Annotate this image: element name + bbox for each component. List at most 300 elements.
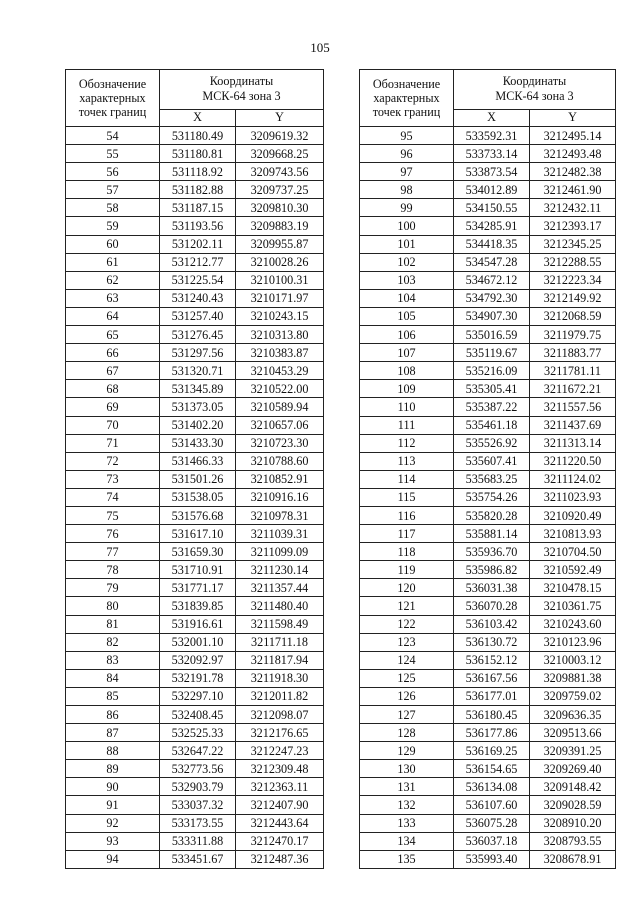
table-row xyxy=(66,579,324,597)
y-coordinate-cell: 3211598.49 xyxy=(236,615,324,633)
x-coordinate-cell: 533037.32 xyxy=(160,796,236,814)
y-coordinate-cell: 3209883.19 xyxy=(236,217,324,235)
point-number-cell: 74 xyxy=(66,488,160,506)
point-number-cell: 111 xyxy=(360,416,454,434)
y-coordinate-cell: 3212393.17 xyxy=(530,217,616,235)
table-row xyxy=(360,832,616,850)
x-coordinate-cell: 534150.55 xyxy=(454,199,530,217)
point-number-cell: 83 xyxy=(66,651,160,669)
point-number-cell: 89 xyxy=(66,760,160,778)
y-coordinate-cell: 3211817.94 xyxy=(236,651,324,669)
table-row xyxy=(66,470,324,488)
point-number-cell: 127 xyxy=(360,706,454,724)
table-row xyxy=(360,742,616,760)
header-coordinates: Координаты МСК-64 зона 3 xyxy=(160,70,324,110)
point-number-cell: 123 xyxy=(360,633,454,651)
page-number: 105 xyxy=(310,40,330,55)
x-coordinate-cell: 531187.15 xyxy=(160,199,236,217)
x-coordinate-cell: 536180.45 xyxy=(454,706,530,724)
y-coordinate-cell: 3209513.66 xyxy=(530,724,616,742)
x-coordinate-cell: 532092.97 xyxy=(160,651,236,669)
x-coordinate-cell: 535881.14 xyxy=(454,525,530,543)
x-coordinate-cell: 535986.82 xyxy=(454,561,530,579)
table-row xyxy=(360,561,616,579)
point-number-cell: 62 xyxy=(66,271,160,289)
y-coordinate-cell: 3210453.29 xyxy=(236,362,324,380)
y-coordinate-cell: 3210361.75 xyxy=(530,597,616,615)
table-row xyxy=(66,307,324,325)
x-coordinate-cell: 536103.42 xyxy=(454,615,530,633)
table-row xyxy=(66,199,324,217)
point-number-cell: 115 xyxy=(360,488,454,506)
header-x: X xyxy=(454,109,530,126)
x-coordinate-cell: 531276.45 xyxy=(160,326,236,344)
x-coordinate-cell: 534792.30 xyxy=(454,289,530,307)
x-coordinate-cell: 531118.92 xyxy=(160,163,236,181)
point-number-cell: 71 xyxy=(66,434,160,452)
table-row xyxy=(66,163,324,181)
x-coordinate-cell: 533451.67 xyxy=(160,850,236,868)
y-coordinate-cell: 3212309.48 xyxy=(236,760,324,778)
table-row xyxy=(66,669,324,687)
point-number-cell: 68 xyxy=(66,380,160,398)
header-point-designation: Обозначение характерных точек границ xyxy=(66,70,160,127)
point-number-cell: 96 xyxy=(360,145,454,163)
point-number-cell: 124 xyxy=(360,651,454,669)
table-row xyxy=(66,398,324,416)
point-number-cell: 100 xyxy=(360,217,454,235)
x-coordinate-cell: 533173.55 xyxy=(160,814,236,832)
point-number-cell: 65 xyxy=(66,326,160,344)
point-number-cell: 95 xyxy=(360,127,454,145)
table-row xyxy=(360,488,616,506)
x-coordinate-cell: 531771.17 xyxy=(160,579,236,597)
x-coordinate-cell: 534672.12 xyxy=(454,271,530,289)
y-coordinate-cell: 3212223.34 xyxy=(530,271,616,289)
y-coordinate-cell: 3210589.94 xyxy=(236,398,324,416)
point-number-cell: 99 xyxy=(360,199,454,217)
point-number-cell: 109 xyxy=(360,380,454,398)
x-coordinate-cell: 531297.56 xyxy=(160,344,236,362)
y-coordinate-cell: 3210978.31 xyxy=(236,506,324,524)
table-row xyxy=(66,416,324,434)
table-row xyxy=(66,850,324,868)
point-number-cell: 61 xyxy=(66,253,160,271)
x-coordinate-cell: 532647.22 xyxy=(160,742,236,760)
table-row xyxy=(360,814,616,832)
point-number-cell: 133 xyxy=(360,814,454,832)
x-coordinate-cell: 534012.89 xyxy=(454,181,530,199)
table-row xyxy=(66,760,324,778)
x-coordinate-cell: 534285.91 xyxy=(454,217,530,235)
x-coordinate-cell: 536177.86 xyxy=(454,724,530,742)
point-number-cell: 79 xyxy=(66,579,160,597)
table-row xyxy=(360,434,616,452)
y-coordinate-cell: 3210522.00 xyxy=(236,380,324,398)
x-coordinate-cell: 535387.22 xyxy=(454,398,530,416)
table-row xyxy=(360,452,616,470)
y-coordinate-cell: 3209743.56 xyxy=(236,163,324,181)
y-coordinate-cell: 3211357.44 xyxy=(236,579,324,597)
table-row xyxy=(360,271,616,289)
table-row xyxy=(66,253,324,271)
y-coordinate-cell: 3209955.87 xyxy=(236,235,324,253)
table-row xyxy=(66,687,324,705)
table-row xyxy=(66,796,324,814)
x-coordinate-cell: 531617.10 xyxy=(160,525,236,543)
y-coordinate-cell: 3211230.14 xyxy=(236,561,324,579)
table-row xyxy=(66,145,324,163)
table-row xyxy=(66,344,324,362)
table-row xyxy=(360,145,616,163)
coordinates-table-right xyxy=(359,69,616,869)
y-coordinate-cell: 3210100.31 xyxy=(236,271,324,289)
x-coordinate-cell: 535936.70 xyxy=(454,543,530,561)
x-coordinate-cell: 536152.12 xyxy=(454,651,530,669)
table-row xyxy=(360,470,616,488)
x-coordinate-cell: 531320.71 xyxy=(160,362,236,380)
x-coordinate-cell: 531916.61 xyxy=(160,615,236,633)
table-row xyxy=(360,307,616,325)
y-coordinate-cell: 3212495.14 xyxy=(530,127,616,145)
point-number-cell: 75 xyxy=(66,506,160,524)
y-coordinate-cell: 3210243.60 xyxy=(530,615,616,633)
x-coordinate-cell: 535754.26 xyxy=(454,488,530,506)
point-number-cell: 121 xyxy=(360,597,454,615)
table-row xyxy=(66,597,324,615)
y-coordinate-cell: 3210171.97 xyxy=(236,289,324,307)
table-row xyxy=(66,706,324,724)
point-number-cell: 102 xyxy=(360,253,454,271)
y-coordinate-cell: 3212432.11 xyxy=(530,199,616,217)
table-row xyxy=(66,326,324,344)
y-coordinate-cell: 3210704.50 xyxy=(530,543,616,561)
x-coordinate-cell: 532191.78 xyxy=(160,669,236,687)
x-coordinate-cell: 536134.08 xyxy=(454,778,530,796)
point-number-cell: 56 xyxy=(66,163,160,181)
table-row xyxy=(360,796,616,814)
y-coordinate-cell: 3210383.87 xyxy=(236,344,324,362)
y-coordinate-cell: 3212149.92 xyxy=(530,289,616,307)
x-coordinate-cell: 536169.25 xyxy=(454,742,530,760)
y-coordinate-cell: 3212470.17 xyxy=(236,832,324,850)
y-coordinate-cell: 3210313.80 xyxy=(236,326,324,344)
x-coordinate-cell: 532297.10 xyxy=(160,687,236,705)
y-coordinate-cell: 3209881.38 xyxy=(530,669,616,687)
x-coordinate-cell: 535119.67 xyxy=(454,344,530,362)
coordinates-table-left xyxy=(65,69,324,869)
point-number-cell: 98 xyxy=(360,181,454,199)
table-row xyxy=(360,850,616,868)
table-row xyxy=(360,706,616,724)
table-row xyxy=(66,543,324,561)
y-coordinate-cell: 3212288.55 xyxy=(530,253,616,271)
x-coordinate-cell: 531345.89 xyxy=(160,380,236,398)
table-row xyxy=(360,651,616,669)
x-coordinate-cell: 531402.20 xyxy=(160,416,236,434)
x-coordinate-cell: 536031.38 xyxy=(454,579,530,597)
table-row xyxy=(66,615,324,633)
y-coordinate-cell: 3210920.49 xyxy=(530,506,616,524)
table-row xyxy=(360,506,616,524)
y-coordinate-cell: 3209668.25 xyxy=(236,145,324,163)
point-number-cell: 72 xyxy=(66,452,160,470)
table-row xyxy=(66,452,324,470)
table-row xyxy=(66,271,324,289)
x-coordinate-cell: 534907.30 xyxy=(454,307,530,325)
table-row xyxy=(66,525,324,543)
x-coordinate-cell: 536154.65 xyxy=(454,760,530,778)
table-row xyxy=(66,742,324,760)
x-coordinate-cell: 532903.79 xyxy=(160,778,236,796)
point-number-cell: 67 xyxy=(66,362,160,380)
y-coordinate-cell: 3210788.60 xyxy=(236,452,324,470)
point-number-cell: 122 xyxy=(360,615,454,633)
y-coordinate-cell: 3209810.30 xyxy=(236,199,324,217)
y-coordinate-cell: 3210028.26 xyxy=(236,253,324,271)
x-coordinate-cell: 531501.26 xyxy=(160,470,236,488)
point-number-cell: 128 xyxy=(360,724,454,742)
table-row xyxy=(66,633,324,651)
y-coordinate-cell: 3208678.91 xyxy=(530,850,616,868)
x-coordinate-cell: 533733.14 xyxy=(454,145,530,163)
y-coordinate-cell: 3209148.42 xyxy=(530,778,616,796)
y-coordinate-cell: 3208910.20 xyxy=(530,814,616,832)
point-number-cell: 80 xyxy=(66,597,160,615)
y-coordinate-cell: 3212482.38 xyxy=(530,163,616,181)
point-number-cell: 88 xyxy=(66,742,160,760)
table-row xyxy=(66,778,324,796)
x-coordinate-cell: 535216.09 xyxy=(454,362,530,380)
table-row xyxy=(360,579,616,597)
table-row xyxy=(360,344,616,362)
point-number-cell: 78 xyxy=(66,561,160,579)
y-coordinate-cell: 3210852.91 xyxy=(236,470,324,488)
table-row xyxy=(360,398,616,416)
point-number-cell: 118 xyxy=(360,543,454,561)
point-number-cell: 81 xyxy=(66,615,160,633)
table-row xyxy=(360,253,616,271)
point-number-cell: 110 xyxy=(360,398,454,416)
point-number-cell: 85 xyxy=(66,687,160,705)
y-coordinate-cell: 3211557.56 xyxy=(530,398,616,416)
y-coordinate-cell: 3209619.32 xyxy=(236,127,324,145)
y-coordinate-cell: 3210243.15 xyxy=(236,307,324,325)
y-coordinate-cell: 3209391.25 xyxy=(530,742,616,760)
table-row xyxy=(360,380,616,398)
y-coordinate-cell: 3211672.21 xyxy=(530,380,616,398)
y-coordinate-cell: 3211313.14 xyxy=(530,434,616,452)
x-coordinate-cell: 531182.88 xyxy=(160,181,236,199)
x-coordinate-cell: 534418.35 xyxy=(454,235,530,253)
y-coordinate-cell: 3210813.93 xyxy=(530,525,616,543)
table-row xyxy=(66,434,324,452)
point-number-cell: 134 xyxy=(360,832,454,850)
x-coordinate-cell: 532001.10 xyxy=(160,633,236,651)
y-coordinate-cell: 3211781.11 xyxy=(530,362,616,380)
table-row xyxy=(360,289,616,307)
y-coordinate-cell: 3210003.12 xyxy=(530,651,616,669)
y-coordinate-cell: 3211220.50 xyxy=(530,452,616,470)
x-coordinate-cell: 536167.56 xyxy=(454,669,530,687)
table-row xyxy=(360,633,616,651)
y-coordinate-cell: 3211918.30 xyxy=(236,669,324,687)
x-coordinate-cell: 536130.72 xyxy=(454,633,530,651)
x-coordinate-cell: 531373.05 xyxy=(160,398,236,416)
x-coordinate-cell: 535993.40 xyxy=(454,850,530,868)
table-row xyxy=(360,687,616,705)
y-coordinate-cell: 3210123.96 xyxy=(530,633,616,651)
y-coordinate-cell: 3211023.93 xyxy=(530,488,616,506)
x-coordinate-cell: 531180.81 xyxy=(160,145,236,163)
y-coordinate-cell: 3210723.30 xyxy=(236,434,324,452)
table-row xyxy=(360,760,616,778)
y-coordinate-cell: 3212461.90 xyxy=(530,181,616,199)
table-row xyxy=(66,362,324,380)
point-number-cell: 90 xyxy=(66,778,160,796)
table-row xyxy=(360,181,616,199)
table-row xyxy=(66,488,324,506)
point-number-cell: 87 xyxy=(66,724,160,742)
point-number-cell: 116 xyxy=(360,506,454,524)
point-number-cell: 126 xyxy=(360,687,454,705)
table-row xyxy=(360,669,616,687)
y-coordinate-cell: 3210478.15 xyxy=(530,579,616,597)
point-number-cell: 105 xyxy=(360,307,454,325)
x-coordinate-cell: 535526.92 xyxy=(454,434,530,452)
y-coordinate-cell: 3209269.40 xyxy=(530,760,616,778)
y-coordinate-cell: 3212098.07 xyxy=(236,706,324,724)
x-coordinate-cell: 531212.77 xyxy=(160,253,236,271)
table-row xyxy=(66,832,324,850)
header-coordinates: Координаты МСК-64 зона 3 xyxy=(454,70,616,110)
y-coordinate-cell: 3212443.64 xyxy=(236,814,324,832)
x-coordinate-cell: 532408.45 xyxy=(160,706,236,724)
point-number-cell: 112 xyxy=(360,434,454,452)
y-coordinate-cell: 3212487.36 xyxy=(236,850,324,868)
table-row xyxy=(360,235,616,253)
table-row xyxy=(66,181,324,199)
x-coordinate-cell: 531433.30 xyxy=(160,434,236,452)
table-row xyxy=(66,814,324,832)
y-coordinate-cell: 3211124.02 xyxy=(530,470,616,488)
x-coordinate-cell: 535461.18 xyxy=(454,416,530,434)
x-coordinate-cell: 535305.41 xyxy=(454,380,530,398)
y-coordinate-cell: 3208793.55 xyxy=(530,832,616,850)
x-coordinate-cell: 535016.59 xyxy=(454,326,530,344)
point-number-cell: 132 xyxy=(360,796,454,814)
point-number-cell: 60 xyxy=(66,235,160,253)
point-number-cell: 93 xyxy=(66,832,160,850)
y-coordinate-cell: 3212176.65 xyxy=(236,724,324,742)
point-number-cell: 58 xyxy=(66,199,160,217)
table-row xyxy=(66,724,324,742)
y-coordinate-cell: 3212345.25 xyxy=(530,235,616,253)
point-number-cell: 113 xyxy=(360,452,454,470)
y-coordinate-cell: 3212407.90 xyxy=(236,796,324,814)
table-row xyxy=(360,163,616,181)
x-coordinate-cell: 535607.41 xyxy=(454,452,530,470)
point-number-cell: 129 xyxy=(360,742,454,760)
y-coordinate-cell: 3209737.25 xyxy=(236,181,324,199)
point-number-cell: 64 xyxy=(66,307,160,325)
point-number-cell: 125 xyxy=(360,669,454,687)
x-coordinate-cell: 536037.18 xyxy=(454,832,530,850)
y-coordinate-cell: 3211883.77 xyxy=(530,344,616,362)
y-coordinate-cell: 3210657.06 xyxy=(236,416,324,434)
x-coordinate-cell: 532773.56 xyxy=(160,760,236,778)
x-coordinate-cell: 531257.40 xyxy=(160,307,236,325)
table-row xyxy=(360,778,616,796)
y-coordinate-cell: 3212011.82 xyxy=(236,687,324,705)
y-coordinate-cell: 3209028.59 xyxy=(530,796,616,814)
point-number-cell: 76 xyxy=(66,525,160,543)
y-coordinate-cell: 3212493.48 xyxy=(530,145,616,163)
header-x: X xyxy=(160,109,236,126)
point-number-cell: 120 xyxy=(360,579,454,597)
x-coordinate-cell: 531659.30 xyxy=(160,543,236,561)
y-coordinate-cell: 3212363.11 xyxy=(236,778,324,796)
header-y: Y xyxy=(236,109,324,126)
point-number-cell: 117 xyxy=(360,525,454,543)
y-coordinate-cell: 3211099.09 xyxy=(236,543,324,561)
table-row xyxy=(360,597,616,615)
table-row xyxy=(360,525,616,543)
point-number-cell: 91 xyxy=(66,796,160,814)
table-row xyxy=(66,380,324,398)
table-row xyxy=(360,127,616,145)
table-row xyxy=(360,543,616,561)
table-row xyxy=(66,506,324,524)
point-number-cell: 108 xyxy=(360,362,454,380)
point-number-cell: 57 xyxy=(66,181,160,199)
table-row xyxy=(360,362,616,380)
point-number-cell: 107 xyxy=(360,344,454,362)
header-point-designation: Обозначение характерных точек границ xyxy=(360,70,454,127)
x-coordinate-cell: 535820.28 xyxy=(454,506,530,524)
y-coordinate-cell: 3211039.31 xyxy=(236,525,324,543)
point-number-cell: 101 xyxy=(360,235,454,253)
table-row xyxy=(66,235,324,253)
point-number-cell: 59 xyxy=(66,217,160,235)
point-number-cell: 119 xyxy=(360,561,454,579)
y-coordinate-cell: 3211437.69 xyxy=(530,416,616,434)
x-coordinate-cell: 531466.33 xyxy=(160,452,236,470)
table-row xyxy=(66,651,324,669)
y-coordinate-cell: 3211979.75 xyxy=(530,326,616,344)
point-number-cell: 77 xyxy=(66,543,160,561)
y-coordinate-cell: 3210592.49 xyxy=(530,561,616,579)
point-number-cell: 92 xyxy=(66,814,160,832)
y-coordinate-cell: 3209636.35 xyxy=(530,706,616,724)
x-coordinate-cell: 531225.54 xyxy=(160,271,236,289)
x-coordinate-cell: 531538.05 xyxy=(160,488,236,506)
table-row xyxy=(360,416,616,434)
point-number-cell: 114 xyxy=(360,470,454,488)
x-coordinate-cell: 536075.28 xyxy=(454,814,530,832)
point-number-cell: 82 xyxy=(66,633,160,651)
point-number-cell: 106 xyxy=(360,326,454,344)
x-coordinate-cell: 536177.01 xyxy=(454,687,530,705)
point-number-cell: 94 xyxy=(66,850,160,868)
x-coordinate-cell: 533311.88 xyxy=(160,832,236,850)
x-coordinate-cell: 531180.49 xyxy=(160,127,236,145)
point-number-cell: 54 xyxy=(66,127,160,145)
table-row xyxy=(66,127,324,145)
x-coordinate-cell: 531202.11 xyxy=(160,235,236,253)
x-coordinate-cell: 536070.28 xyxy=(454,597,530,615)
x-coordinate-cell: 534547.28 xyxy=(454,253,530,271)
